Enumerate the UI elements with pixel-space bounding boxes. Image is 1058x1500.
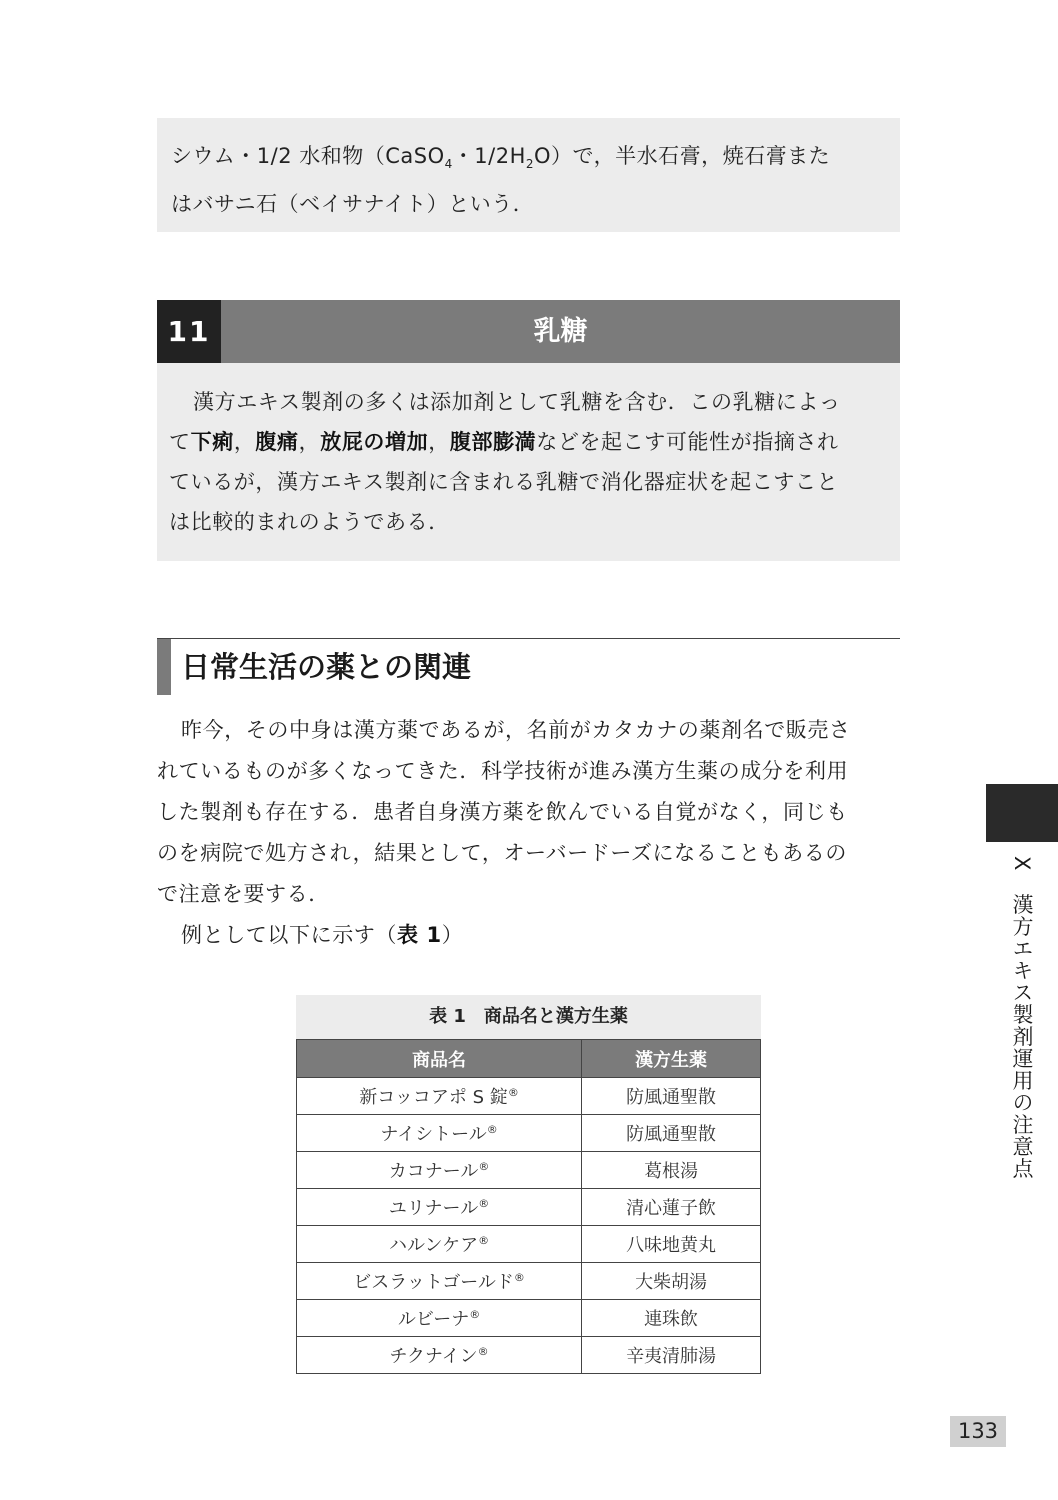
product-cell: ナイシトール®	[297, 1115, 582, 1152]
heading-title: 日常生活の薬との関連	[181, 650, 472, 684]
table-caption: 表 1 商品名と漢方生薬	[296, 995, 761, 1039]
product-cell: 新コッコアポ S 錠®	[297, 1078, 582, 1115]
herbal-cell: 辛夷清肺湯	[582, 1337, 761, 1374]
lactose-line-3: ているが，漢方エキス製剤に含まれる乳糖で消化器症状を起こすこと	[169, 470, 839, 494]
lactose-line-2: て下痢，腹痛，放屁の増加，腹部膨満などを起こす可能性が指摘され	[169, 430, 839, 454]
table-row	[297, 1078, 761, 1115]
continued-text-line-2: はバサニ石（ベイサナイト）という．	[171, 192, 535, 217]
body-line-5: で注意を要する．	[157, 882, 330, 906]
product-cell: ビスラットゴールド®	[297, 1263, 582, 1300]
lactose-line-1: 漢方エキス製剤の多くは添加剤として乳糖を含む．この乳糖によっ	[193, 390, 841, 414]
page-number: 133	[950, 1416, 1006, 1447]
section-title: 乳糖	[221, 300, 900, 363]
table-row	[297, 1189, 761, 1226]
table-row	[297, 1337, 761, 1374]
product-cell: チクナイン®	[297, 1337, 582, 1374]
herbal-cell: 防風通聖散	[582, 1078, 761, 1115]
table-row	[297, 1263, 761, 1300]
body-line-4: のを病院で処方され，結果として，オーバードーズになることもあるの	[157, 841, 847, 865]
body-line-3: した製剤も存在する．患者自身漢方薬を飲んでいる自覚がなく，同じも	[157, 800, 848, 824]
product-cell: ユリナール®	[297, 1189, 582, 1226]
table-row	[297, 1152, 761, 1189]
subsection-heading	[157, 638, 900, 695]
herbal-cell: 八味地黄丸	[582, 1226, 761, 1263]
herbal-cell: 連珠飲	[582, 1300, 761, 1337]
herbal-cell: 葛根湯	[582, 1152, 761, 1189]
lactose-line-4: は比較的まれのようである．	[169, 510, 450, 534]
continued-text-box	[157, 118, 900, 232]
herbal-cell: 大柴胡湯	[582, 1263, 761, 1300]
section-header-bar	[157, 300, 900, 363]
product-cell: ルビーナ®	[297, 1300, 582, 1337]
header-herbal-medicine: 漢方生薬	[582, 1040, 761, 1078]
table-header-row	[297, 1040, 761, 1078]
herbal-cell: 防風通聖散	[582, 1115, 761, 1152]
product-cell: ハルンケア®	[297, 1226, 582, 1263]
product-table	[296, 995, 761, 1374]
table-row	[297, 1115, 761, 1152]
continued-text-line-1: シウム・1/2 水和物（CaSO$_4$・$1/2H_2O$）で，半水石膏，焼石膏また	[171, 144, 831, 172]
herbal-cell: 清心蓮子飲	[582, 1189, 761, 1226]
product-cell: カコナール®	[297, 1152, 582, 1189]
body-line-1: 昨今，その中身は漢方薬であるが，名前がカタカナの薬剤名で販売さ	[181, 718, 851, 742]
header-product-name: 商品名	[297, 1040, 582, 1078]
table-row	[297, 1300, 761, 1337]
chapter-tab-label: X 漢方エキス製剤運用の注意点	[1010, 856, 1034, 1180]
lactose-text-box	[157, 363, 900, 561]
heading-accent-bar	[157, 639, 171, 695]
chapter-tab-block	[986, 784, 1058, 842]
section-number: 11	[157, 300, 221, 363]
body-paragraph	[157, 710, 902, 956]
body-line-6: 例として以下に示す（表 1）	[181, 923, 464, 947]
table-grid	[296, 1039, 761, 1374]
body-line-2: れているものが多くなってきた．科学技術が進み漢方生薬の成分を利用	[157, 759, 849, 783]
table-row	[297, 1226, 761, 1263]
